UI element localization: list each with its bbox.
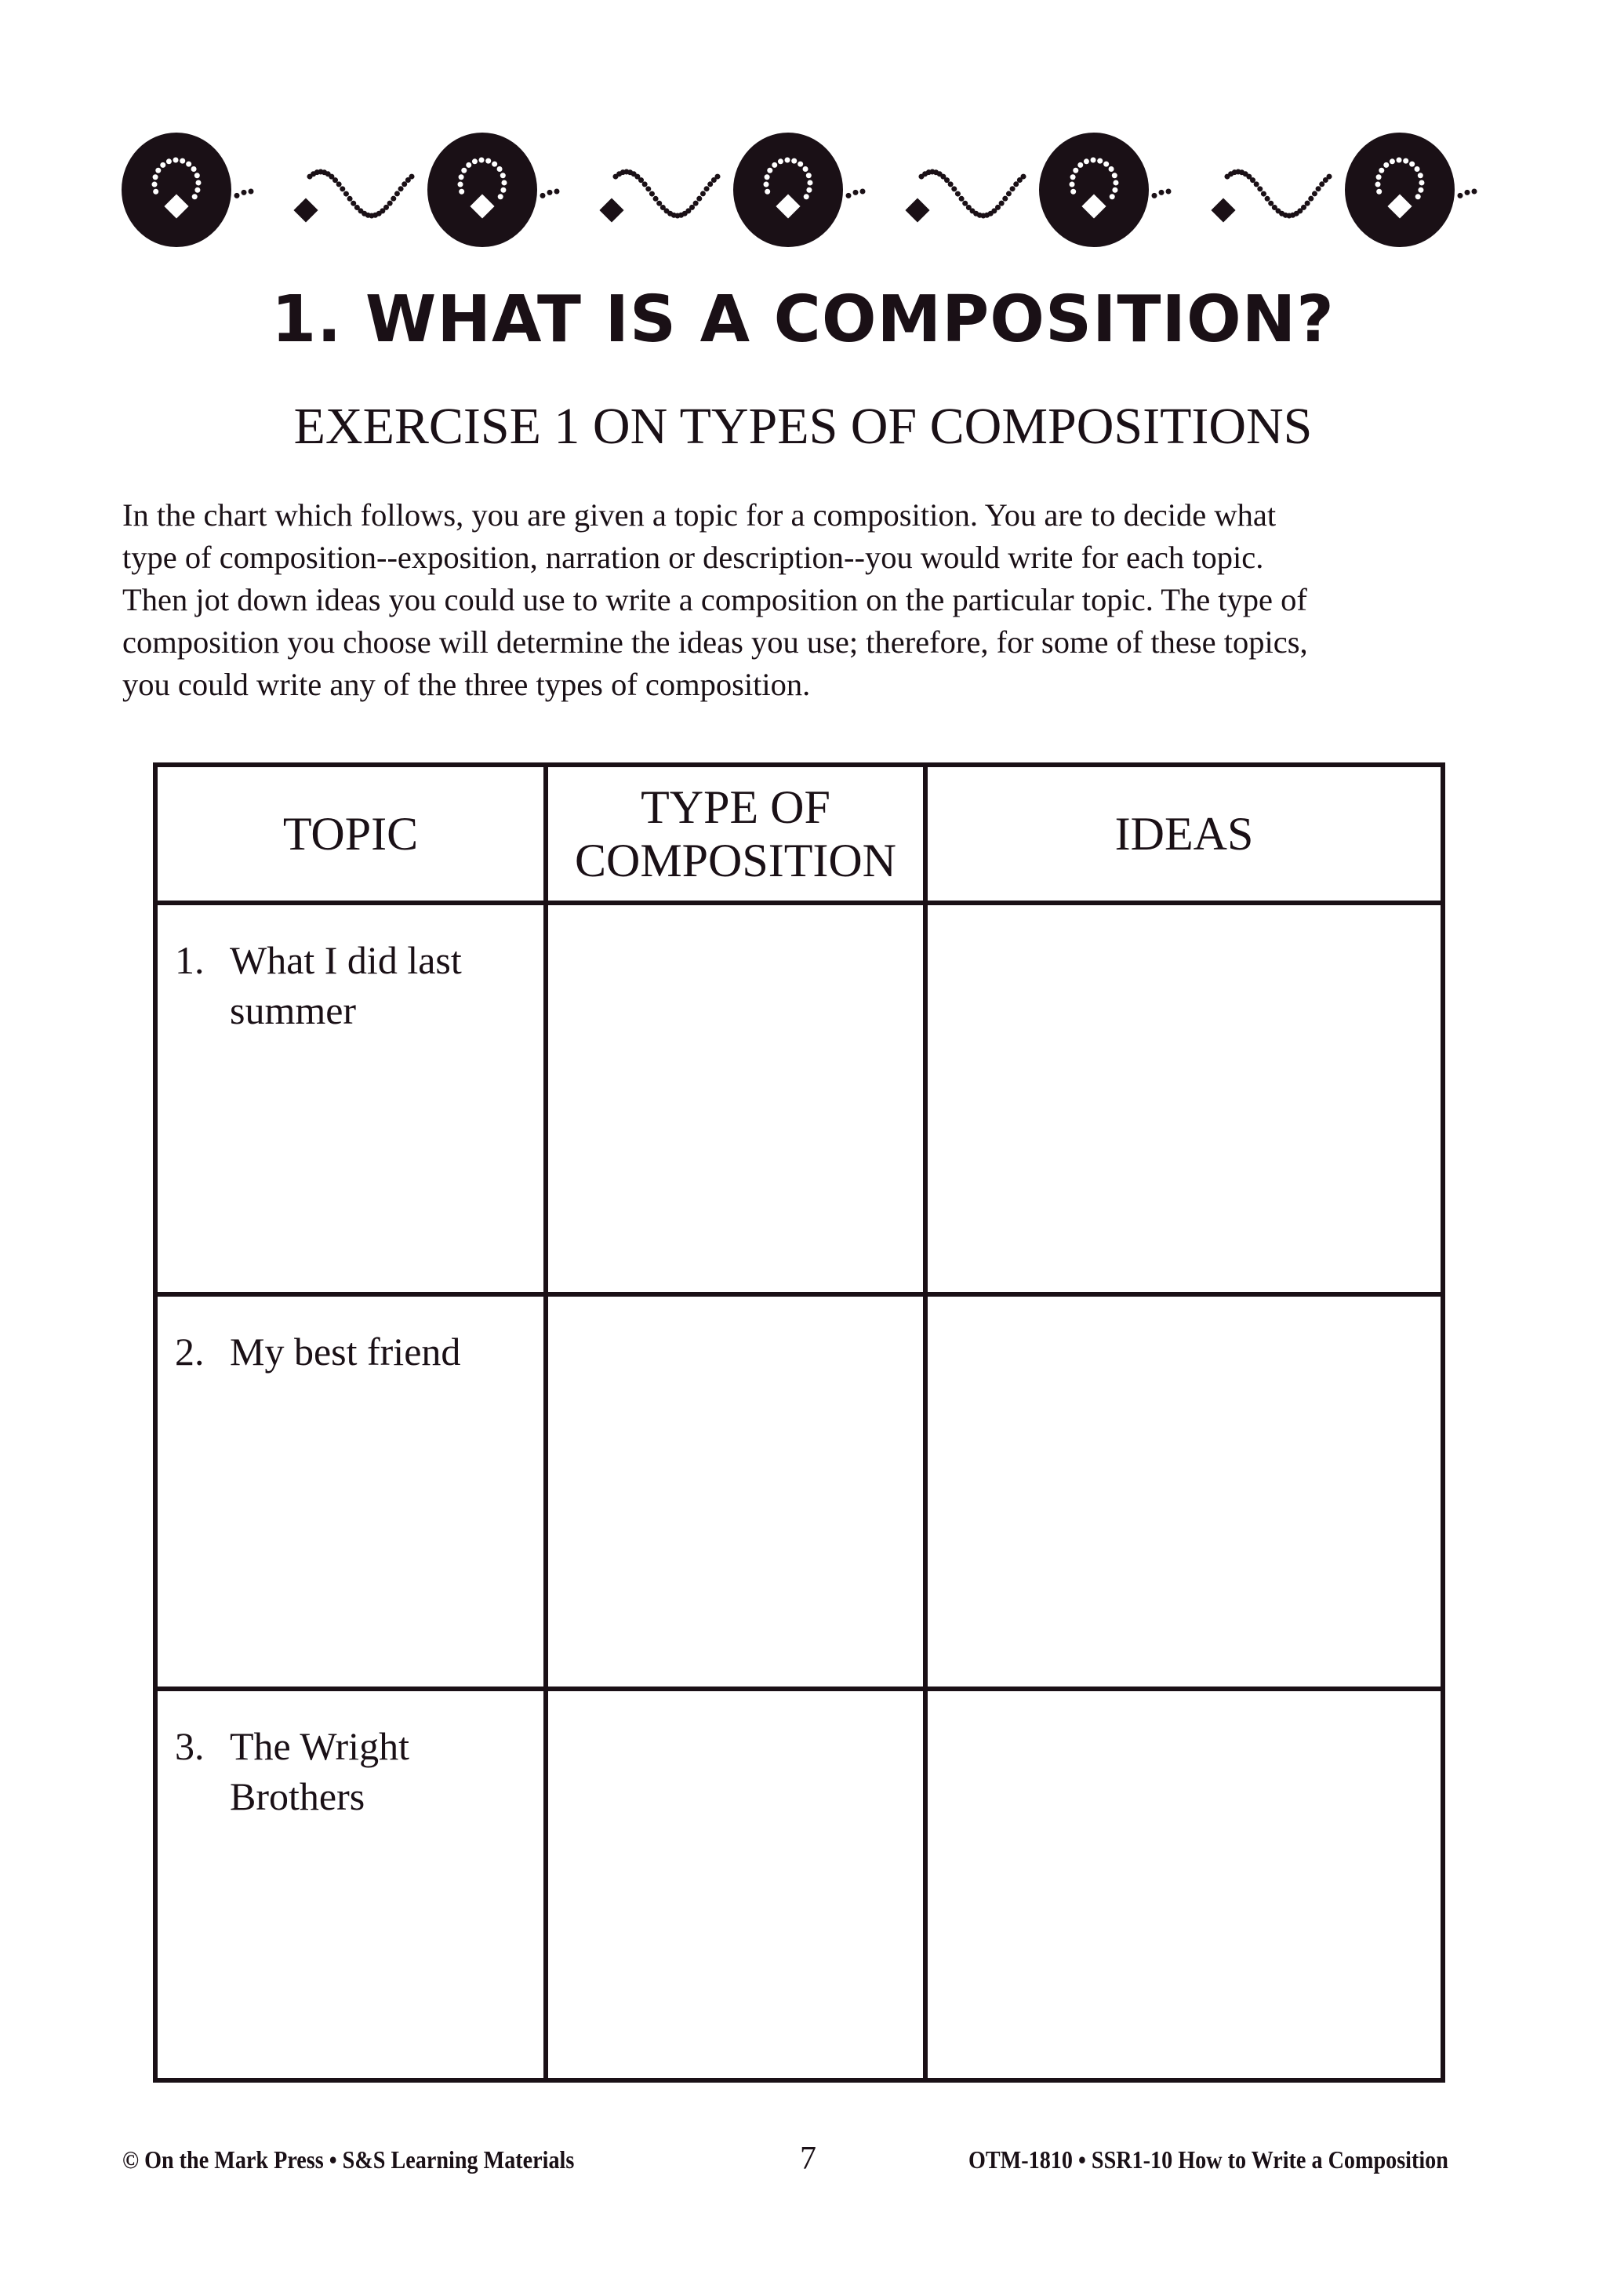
ornament-dots <box>948 181 954 187</box>
ornament-dots <box>1418 173 1423 178</box>
ornament-dots <box>1472 189 1477 195</box>
ornament-dots <box>767 168 772 173</box>
ornament-dots <box>1397 158 1402 163</box>
ornament-dots <box>1458 193 1463 198</box>
ornament-dots <box>1415 166 1420 172</box>
ornament-dots <box>1327 174 1332 180</box>
ornament-dots <box>351 201 356 206</box>
ornament-circle <box>122 133 231 247</box>
ornament-dots <box>995 205 1001 210</box>
ornament-dots <box>944 177 950 183</box>
footer-copyright: © On the Mark Press • S&S Learning Materials <box>122 2145 575 2174</box>
ornament-dots <box>1013 181 1019 187</box>
ornament-dots <box>1261 191 1266 197</box>
ornament-dots <box>764 182 769 187</box>
type-cell[interactable] <box>546 1689 925 2080</box>
ornament-dots <box>1465 190 1470 195</box>
ornament-dots <box>153 174 158 180</box>
ornament-dots <box>343 191 349 197</box>
ornament-circle <box>427 133 537 247</box>
ornament-dots <box>1103 162 1109 167</box>
ornament-dots <box>1305 201 1310 206</box>
ideas-cell[interactable] <box>925 903 1443 1294</box>
composition-chart <box>153 762 1445 2083</box>
ornament-dots <box>1257 186 1263 191</box>
diamond-icon <box>293 198 318 222</box>
ornament-dots <box>715 174 721 180</box>
ornament-dots <box>1301 205 1306 210</box>
exercise-subtitle: EXERCISE 1 ON TYPES OF COMPOSITIONS <box>293 398 1313 455</box>
topic-number: 3. <box>175 1724 205 1768</box>
ornament-dots <box>1070 189 1076 195</box>
ornament-dots <box>540 193 546 198</box>
ornament-dots <box>1418 187 1423 193</box>
ornament-dots <box>409 174 415 180</box>
instructions-paragraph <box>122 494 1502 706</box>
ornament-dots <box>765 189 770 195</box>
ideas-cell[interactable] <box>925 1689 1443 2080</box>
ornament-dots <box>500 187 506 193</box>
ornament-dots <box>1379 168 1384 173</box>
instructions-line: In the chart which follows, you are given a topic for a composition. You are to decide what <box>122 497 1277 533</box>
ornament-dots <box>1070 174 1076 180</box>
ornament-dots <box>186 162 191 167</box>
ornament-dots <box>951 186 957 191</box>
ornament-dots <box>955 191 961 197</box>
ornament-dots <box>1390 158 1395 164</box>
ornament-dots <box>153 189 158 195</box>
instructions-line: Then jot down ideas you could use to write a composition on the particular topic. The type of <box>122 582 1307 617</box>
ornament-dots <box>391 196 396 202</box>
ornament-dots <box>152 182 158 187</box>
ornament-dots <box>806 187 812 193</box>
topic-number: 1. <box>175 938 205 982</box>
page-title: 1. WHAT IS A COMPOSITION? <box>271 282 1335 357</box>
ornament-dots <box>194 173 200 178</box>
ornament-dots <box>479 158 485 163</box>
topic-text: My best friend <box>230 1330 461 1374</box>
ornament-dots <box>192 194 198 199</box>
topic-text: What I did last summer <box>230 938 462 1032</box>
ornament-dots <box>466 162 471 168</box>
ornament-dots <box>191 166 197 172</box>
ornament-dots <box>707 181 713 187</box>
ornament-dots <box>1316 186 1321 191</box>
ornament-dots <box>803 166 808 172</box>
ornament-dots <box>1110 194 1115 199</box>
topic-cell <box>155 903 546 1294</box>
ornament-dots <box>1376 174 1382 180</box>
ornament-dots <box>554 189 560 195</box>
ornament-dots <box>1312 191 1317 196</box>
ornament-dots <box>547 190 553 195</box>
diamond-icon <box>905 198 929 222</box>
instructions-line: composition you choose will determine the ideas you use; therefore, for some of these topics, <box>122 624 1308 660</box>
ornament-dots <box>1159 190 1165 195</box>
ornament-dots <box>387 201 393 206</box>
diamond-icon <box>599 198 623 222</box>
ornament-circle <box>1039 133 1149 247</box>
ornament-dots <box>492 162 497 167</box>
footer-product-code: OTM-1810 • SSR1-10 How to Write a Composition <box>968 2145 1448 2174</box>
instructions-line: type of composition--exposition, narration or description--you would write for each topic. <box>122 540 1264 575</box>
ornament-circle <box>733 133 843 247</box>
ornament-dots <box>166 158 172 164</box>
ornament-dots <box>500 173 506 178</box>
ornament-dots <box>804 194 809 199</box>
ornament-dots <box>332 177 338 183</box>
diamond-icon <box>1211 198 1235 222</box>
ornament-dots <box>1250 177 1255 183</box>
ornament-dots <box>689 205 695 210</box>
ornament-dots <box>778 158 783 164</box>
ornament-dots <box>485 158 491 164</box>
type-cell[interactable] <box>546 903 925 1294</box>
header-type: TYPE OF COMPOSITION <box>546 765 925 903</box>
ornament-dots <box>1319 181 1324 187</box>
ornament-dots <box>249 189 254 195</box>
ornament-dots <box>195 180 201 185</box>
ornament-dots <box>806 173 812 178</box>
ornament-dots <box>645 186 651 191</box>
ornament-dots <box>1113 180 1118 185</box>
ornament-dots <box>497 166 503 172</box>
ornament-dots <box>1375 182 1381 187</box>
ornament-dots <box>340 186 345 191</box>
ornament-dots <box>180 158 185 164</box>
ornament-dots <box>347 196 353 202</box>
ornament-dots <box>402 181 407 187</box>
ornament-dots <box>1152 193 1157 198</box>
topic-number: 2. <box>175 1330 205 1374</box>
ornament-dots <box>693 201 699 206</box>
ornament-dots <box>1409 162 1415 167</box>
ornament-dots <box>765 174 770 180</box>
table-row <box>155 1689 1443 2080</box>
ornament-dots <box>461 168 467 173</box>
ornament-dots <box>959 196 965 202</box>
topic-cell <box>155 1294 546 1689</box>
ornament-dots <box>704 186 710 191</box>
ornament-circle <box>1345 133 1455 247</box>
ornament-dots <box>1419 180 1424 185</box>
type-cell[interactable] <box>546 1294 925 1689</box>
ornament-dots <box>656 201 662 206</box>
ornament-dots <box>242 190 247 195</box>
ornament-dots <box>1112 173 1117 178</box>
ornament-dots <box>860 189 866 195</box>
page-number: 7 <box>800 2141 816 2177</box>
ornament-dots <box>1097 158 1103 164</box>
ornament-dots <box>160 162 165 168</box>
ornament-dots <box>649 191 655 197</box>
header-ideas: IDEAS <box>925 765 1443 903</box>
ornament-dots <box>155 168 161 173</box>
ornament-dots <box>459 189 464 195</box>
ornament-dots <box>472 158 478 164</box>
topic-cell <box>155 1689 546 2080</box>
ornament-dots <box>398 186 404 191</box>
ornament-dots <box>1308 196 1314 202</box>
ornament-dots <box>501 180 507 185</box>
ornament-dots <box>194 187 200 193</box>
ornament-dots <box>1403 158 1408 164</box>
ornament-dots <box>653 196 659 202</box>
ornament-dots <box>1091 158 1096 163</box>
ornament-dots <box>1265 196 1270 202</box>
ornament-dots <box>962 201 968 206</box>
ornament-dots <box>700 191 706 196</box>
ornament-dots <box>1073 168 1078 173</box>
ornament-dots <box>1415 194 1421 199</box>
ornament-dots <box>772 162 777 168</box>
ornament-dots <box>1070 182 1075 187</box>
ornament-dots <box>498 194 503 199</box>
table-row <box>155 1294 1443 1689</box>
ideas-cell[interactable] <box>925 1294 1443 1689</box>
table-row <box>155 903 1443 1294</box>
ornament-dots <box>1376 189 1382 195</box>
ornament-dots <box>846 193 852 198</box>
ornament-dots <box>1021 174 1026 180</box>
ornament-dots <box>459 174 464 180</box>
ornament-dots <box>1166 189 1172 195</box>
ornament-dots <box>798 162 803 167</box>
instructions-line: you could write any of the three types of composition. <box>122 667 811 702</box>
ornament-dots <box>853 190 859 195</box>
ornament-dots <box>1010 186 1016 191</box>
ornament-dots <box>638 177 644 183</box>
ornament-dots <box>1254 181 1259 187</box>
ornament-dots <box>383 205 389 210</box>
ornament-dots <box>807 180 812 185</box>
ornament-dots <box>1006 191 1012 196</box>
ornament-dots <box>234 193 240 198</box>
ornament-dots <box>394 191 400 196</box>
ornament-dots <box>1112 187 1117 193</box>
topic-text: The Wright Brothers <box>230 1724 409 1818</box>
ornament-dots <box>1109 166 1114 172</box>
ornament-dots <box>1268 201 1274 206</box>
header-topic: TOPIC <box>155 765 546 903</box>
ornament-dots <box>1077 162 1083 168</box>
ornament-dots <box>999 201 1005 206</box>
ornament-dots <box>696 196 702 202</box>
ornament-dots <box>1084 158 1089 164</box>
decorative-border <box>0 118 1606 267</box>
ornament-dots <box>173 158 179 163</box>
ornament-dots <box>1383 162 1389 168</box>
ornament-dots <box>336 181 342 187</box>
table-header-row <box>155 765 1443 903</box>
ornament-dots <box>1002 196 1008 202</box>
ornament-dots <box>785 158 790 163</box>
ornament-dots <box>791 158 797 164</box>
ornament-dots <box>458 182 463 187</box>
ornament-dots <box>642 181 648 187</box>
